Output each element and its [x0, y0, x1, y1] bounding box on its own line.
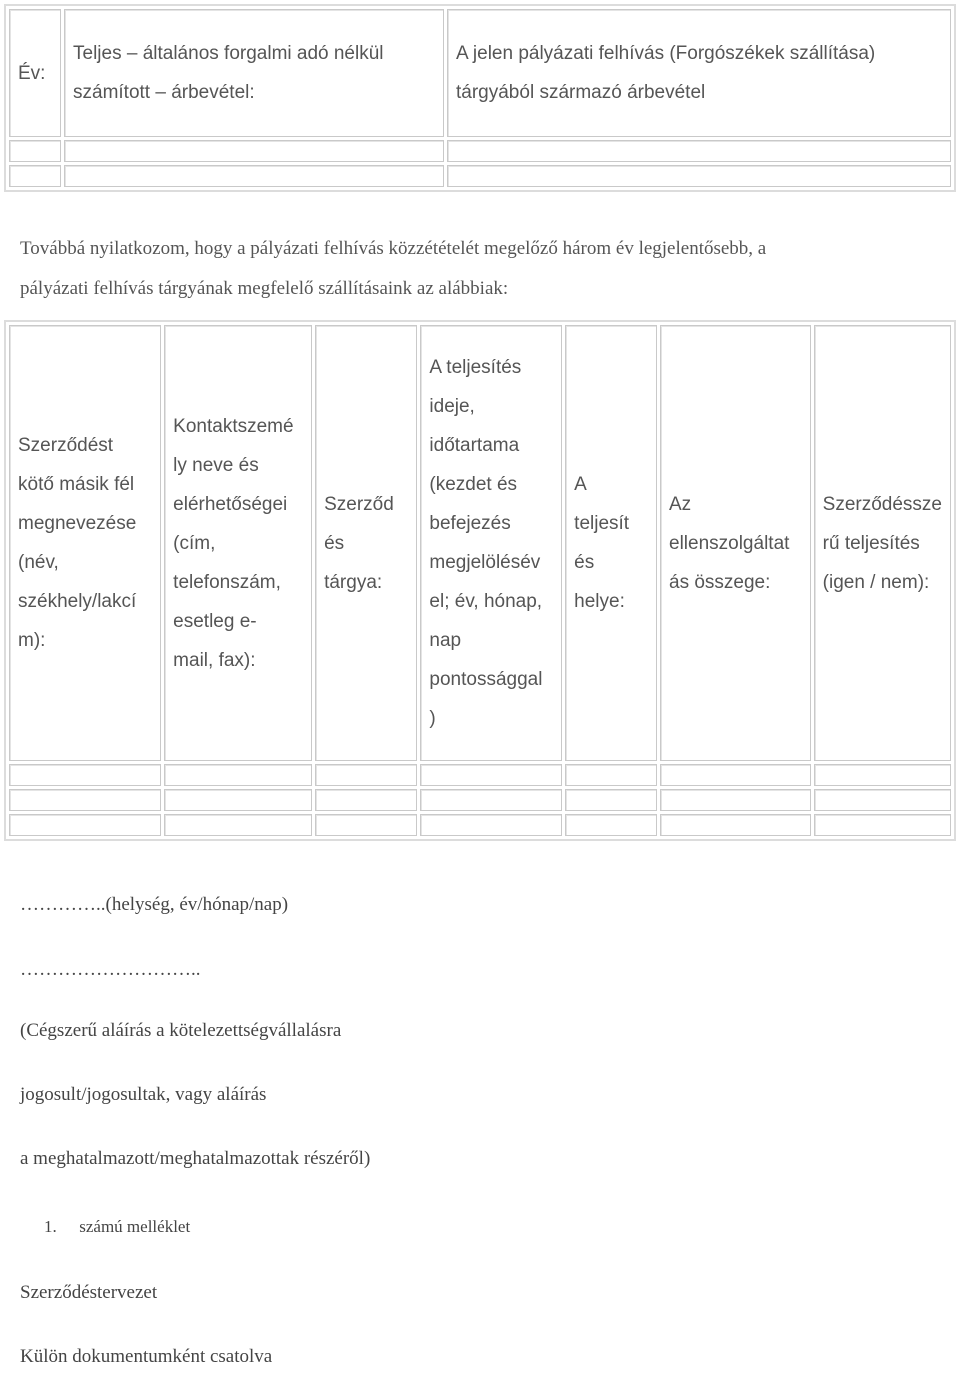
table-cell[interactable]	[9, 140, 61, 162]
table-cell[interactable]	[447, 165, 951, 187]
revenue-header-row	[9, 9, 951, 137]
annex-label: számú melléklet	[79, 1217, 191, 1236]
table-cell[interactable]	[9, 814, 161, 836]
table-cell[interactable]	[660, 764, 811, 786]
annex-number: 1.	[44, 1217, 57, 1236]
deliveries-header-row	[9, 325, 951, 761]
table-cell[interactable]	[164, 789, 312, 811]
table-cell[interactable]	[565, 814, 657, 836]
signature-line: ………………………..	[20, 959, 201, 980]
table-cell[interactable]	[420, 789, 562, 811]
table-cell[interactable]	[660, 789, 811, 811]
table-cell[interactable]	[164, 814, 312, 836]
table-row	[9, 764, 951, 786]
table-cell[interactable]	[420, 814, 562, 836]
header-total-revenue: Teljes – általános forgalmi adó nélkül számított – árbevétel:	[64, 9, 444, 137]
contract-title: Szerződéstervezet	[20, 1282, 158, 1303]
table-cell[interactable]	[814, 814, 951, 836]
table-cell[interactable]	[315, 789, 417, 811]
attached-note: Külön dokumentumként csatolva	[20, 1346, 273, 1367]
statement-paragraph: Továbbá nyilatkozom, hogy a pályázati felhívás közzétételét megelőző három év legjelentősebb, a pályázati felhívás tárgyának megfelelő szállításaink az alábbiak:	[20, 238, 767, 299]
header-year: Év:	[9, 9, 61, 137]
table-row	[9, 814, 951, 836]
table-row	[9, 165, 951, 187]
table-cell[interactable]	[9, 165, 61, 187]
header-performance-place: A teljesít és helye:	[565, 325, 657, 761]
header-contract-subject: Szerződ és tárgya:	[315, 325, 417, 761]
table-cell[interactable]	[565, 789, 657, 811]
revenue-table	[4, 4, 956, 192]
signature-caption-3: a meghatalmazott/meghatalmazottak részéről)	[20, 1148, 371, 1169]
table-cell[interactable]	[660, 814, 811, 836]
table-cell[interactable]	[565, 764, 657, 786]
deliveries-table	[4, 320, 956, 841]
header-contracting-party: Szerződést kötő másik fél megnevezése (név, székhely/lakcí m):	[9, 325, 161, 761]
table-cell[interactable]	[315, 814, 417, 836]
table-cell[interactable]	[447, 140, 951, 162]
header-contact-person: Kontaktszemé ly neve és elérhetőségei (cím, telefonszám, esetleg e- mail, fax):	[164, 325, 312, 761]
table-cell[interactable]	[9, 789, 161, 811]
header-performance-time: A teljesítés ideje, időtartama (kezdet és befejezés megjelölésév el; év, hónap, nap pontossággal )	[420, 325, 562, 761]
table-cell[interactable]	[420, 764, 562, 786]
table-cell[interactable]	[164, 764, 312, 786]
table-cell[interactable]	[814, 764, 951, 786]
table-cell[interactable]	[315, 764, 417, 786]
table-cell[interactable]	[814, 789, 951, 811]
header-consideration-amount: Az ellenszolgáltat ás összege:	[660, 325, 811, 761]
table-row	[9, 140, 951, 162]
signature-caption-1: (Cégszerű aláírás a kötelezettségvállalásra	[20, 1020, 342, 1041]
table-row	[9, 789, 951, 811]
header-compliant-performance: Szerződéssze rű teljesítés (igen / nem):	[814, 325, 951, 761]
signature-caption-2: jogosult/jogosultak, vagy aláírás	[20, 1084, 267, 1105]
annex-line	[44, 1207, 190, 1247]
place-date-line: …………..(helység, év/hónap/nap)	[20, 894, 289, 915]
header-subject-revenue: A jelen pályázati felhívás (Forgószékek szállítása) tárgyából származó árbevétel	[447, 9, 951, 137]
table-cell[interactable]	[9, 764, 161, 786]
table-cell[interactable]	[64, 165, 444, 187]
table-cell[interactable]	[64, 140, 444, 162]
